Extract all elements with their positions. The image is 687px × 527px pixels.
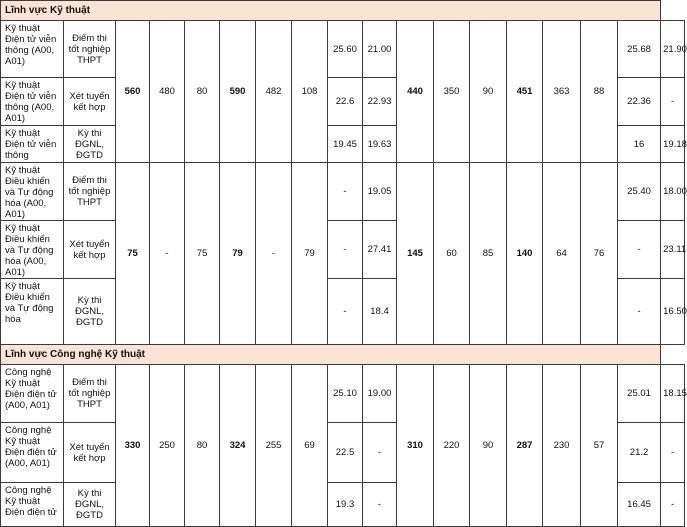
major-name: Công nghệ Kỹ thuật Điện điện tử xyxy=(1,483,64,527)
admission-method: Xét tuyển kết hợp xyxy=(64,221,116,279)
score-cell: 18.15 xyxy=(661,365,685,423)
score-cell: 19.18 xyxy=(661,126,685,163)
score-cell: 16.50 xyxy=(661,279,685,345)
summary-cell: - xyxy=(256,163,292,345)
score-cell: 21.90 xyxy=(661,21,685,78)
admission-method: Điểm thi tốt nghiệp THPT xyxy=(64,365,116,423)
summary-cell: 90 xyxy=(470,21,507,163)
section-header-row xyxy=(1,345,685,365)
score-cell: - xyxy=(363,423,397,483)
score-cell: 19.00 xyxy=(363,365,397,423)
summary-cell: 350 xyxy=(434,21,470,163)
score-cell: 25.01 xyxy=(618,365,661,423)
section-title: Lĩnh vực Kỹ thuật xyxy=(1,1,661,21)
summary-cell: 451 xyxy=(507,21,543,163)
summary-cell: 64 xyxy=(543,163,581,345)
table-row xyxy=(1,21,685,78)
score-cell: 22.93 xyxy=(363,78,397,126)
score-cell: 21.2 xyxy=(618,423,661,483)
summary-cell: 560 xyxy=(116,21,150,163)
score-cell: 16.45 xyxy=(618,483,661,527)
score-cell: 19.63 xyxy=(363,126,397,163)
admission-method: Điểm thi tốt nghiệp THPT xyxy=(64,163,116,221)
table-row xyxy=(1,163,685,221)
summary-cell: 60 xyxy=(434,163,470,345)
summary-cell: 80 xyxy=(185,21,220,163)
score-cell: - xyxy=(363,483,397,527)
score-cell: 25.10 xyxy=(328,365,363,423)
summary-cell: 220 xyxy=(434,365,470,527)
score-cell: 19.45 xyxy=(328,126,363,163)
admission-method: Điểm thi tốt nghiệp THPT xyxy=(64,21,116,78)
summary-cell: 330 xyxy=(116,365,150,527)
score-cell: 22.36 xyxy=(618,78,661,126)
score-cell: 25.68 xyxy=(618,21,661,78)
summary-cell: 75 xyxy=(185,163,220,345)
score-cell: 22.5 xyxy=(328,423,363,483)
summary-cell: 79 xyxy=(292,163,328,345)
summary-cell: 140 xyxy=(507,163,543,345)
section-title: Lĩnh vực Công nghệ Kỹ thuật xyxy=(1,345,661,365)
score-cell: - xyxy=(618,279,661,345)
summary-cell: 80 xyxy=(185,365,220,527)
score-cell: - xyxy=(328,163,363,221)
summary-cell: 590 xyxy=(220,21,256,163)
summary-cell: 85 xyxy=(470,163,507,345)
summary-cell: 287 xyxy=(507,365,543,527)
major-name: Công nghệ Kỹ thuật Điện điện tử (A00, A01) xyxy=(1,423,64,483)
summary-cell: 88 xyxy=(581,21,618,163)
summary-cell: 255 xyxy=(256,365,292,527)
summary-cell: 57 xyxy=(581,365,618,527)
score-cell: - xyxy=(661,78,685,126)
admission-method: Kỳ thi ĐGNL, ĐGTD xyxy=(64,279,116,345)
summary-cell: 69 xyxy=(292,365,328,527)
summary-cell: 363 xyxy=(543,21,581,163)
major-name: Kỹ thuật Điện tử viễn thông (A00, A01) xyxy=(1,21,64,78)
admission-method: Xét tuyển kết hợp xyxy=(64,423,116,483)
summary-cell: 75 xyxy=(116,163,150,345)
summary-cell: 90 xyxy=(470,365,507,527)
score-cell: 27.41 xyxy=(363,221,397,279)
major-name: Kỹ thuật Điều khiển và Tự động hóa xyxy=(1,279,64,345)
summary-cell: 79 xyxy=(220,163,256,345)
score-cell: 18.4 xyxy=(363,279,397,345)
major-name: Kỹ thuật Điều khiển và Tự động hóa (A00, A01) xyxy=(1,221,64,279)
summary-cell: 440 xyxy=(397,21,434,163)
score-cell: 18.00 xyxy=(661,163,685,221)
major-name: Kỹ thuật Điều khiển và Tự động hóa (A00, A01) xyxy=(1,163,64,221)
score-cell: 21.00 xyxy=(363,21,397,78)
score-cell: 19.05 xyxy=(363,163,397,221)
score-cell: - xyxy=(328,279,363,345)
admission-method: Xét tuyển kết hợp xyxy=(64,78,116,126)
major-name: Kỹ thuật Điện tử viễn thông xyxy=(1,126,64,163)
summary-cell: 482 xyxy=(256,21,292,163)
score-cell: - xyxy=(328,221,363,279)
summary-cell: 324 xyxy=(220,365,256,527)
score-cell: - xyxy=(661,423,685,483)
score-cell: - xyxy=(661,483,685,527)
score-cell: 16 xyxy=(618,126,661,163)
summary-cell: 230 xyxy=(543,365,581,527)
summary-cell: 310 xyxy=(397,365,434,527)
score-cell: 25.40 xyxy=(618,163,661,221)
summary-cell: 250 xyxy=(150,365,185,527)
admission-method: Kỳ thi ĐGNL, ĐGTD xyxy=(64,126,116,163)
table-row xyxy=(1,365,685,423)
summary-cell: - xyxy=(150,163,185,345)
summary-cell: 108 xyxy=(292,21,328,163)
summary-cell: 480 xyxy=(150,21,185,163)
score-cell: 22.6 xyxy=(328,78,363,126)
summary-cell: 145 xyxy=(397,163,434,345)
section-header-row xyxy=(1,1,685,21)
score-cell: - xyxy=(618,221,661,279)
major-name: Kỹ thuật Điện tử viễn thông (A00, A01) xyxy=(1,78,64,126)
major-name: Công nghệ Kỹ thuật Điện điện tử (A00, A01) xyxy=(1,365,64,423)
score-cell: 25.60 xyxy=(328,21,363,78)
admission-method: Kỳ thi ĐGNL, ĐGTD xyxy=(64,483,116,527)
score-cell: 23.11 xyxy=(661,221,685,279)
score-cell: 19.3 xyxy=(328,483,363,527)
summary-cell: 76 xyxy=(581,163,618,345)
